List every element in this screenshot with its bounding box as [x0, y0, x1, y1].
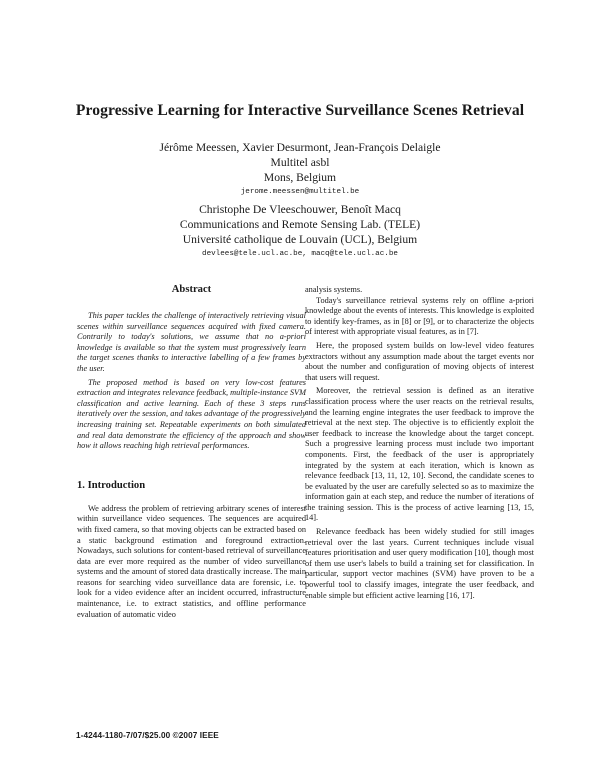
paper-title: Progressive Learning for Interactive Surveillance Scenes Retrieval — [75, 102, 525, 119]
abstract-paragraph: The proposed method is based on very low-cost features extraction and integrates relevance feedback, multiple-instance SVM classification and active learning. Each of these 3 steps runs iteratively over the session, and takes advantage of the progressively increasing training set. Repeatable experiments on both simulated and real data demonstrate the efficiency of the approach and show how it allows reaching high retrieval performances. — [77, 377, 306, 451]
author-univ-2: Université catholique de Louvain (UCL), Belgium — [182, 233, 418, 247]
author-block-2 — [0, 202, 600, 261]
copyright-footer: 1-4244-1180-7/07/$25.00 ©2007 IEEE — [76, 731, 219, 740]
left-column — [77, 284, 306, 620]
author-names-2: Christophe De Vleeschouwer, Benoît Macq — [199, 203, 401, 216]
abstract-paragraph: This paper tackles the challenge of interactively retrieving visual scenes within surveillance sequences acquired with fixed camera. Contrarily to today's solutions, we assume that no a-priori knowledge is available so that the system must progressively learn the target scenes thanks to interactive labelling of a few frames by the user. — [77, 311, 306, 373]
section-heading-introduction: 1. Introduction — [77, 479, 146, 491]
body-paragraph: Relevance feedback has been widely studied for still images retrieval over the last years. Current techniques include visual features prioritisation and user query modification [10], though most of them use user's labels to build a training set for classification. In particular, support vector machines (SVM) have proven to be a powerful tool to classify images, integrate the user feedback, and enable simple but efficient active learning [16, 17]. — [305, 527, 534, 600]
author-block-1 — [0, 140, 600, 199]
abstract-heading: Abstract — [171, 284, 212, 295]
author-email-1: jerome.meessen@multitel.be — [240, 187, 360, 196]
intro-paragraph: We address the problem of retrieving arbitrary scenes of interest within surveillance video sequences. The sequences are acquired with fixed camera, so that moving objects can be extracted based on a static background estimation and foreground extraction. Nowadays, such solutions for content-based retrieval of surveillance data are ever more required as the number of video surveillance systems and the amount of stored data drastically increase. The main reasons for searching video surveillance data are forensic, i.e. to look for a video evidence after an incident occurred, infrastructure maintenance, i.e. to extract statistics, and offline performance evaluation of automatic video — [77, 503, 306, 619]
author-email-2: devlees@tele.ucl.ac.be, macq@tele.ucl.ac.be — [202, 249, 398, 258]
author-org-1: Multitel asbl — [270, 156, 330, 170]
body-paragraph: Today's surveillance retrieval systems rely on offline a-priori knowledge about the events of interests. This knowledge is exploited to identify key-frames, as in [8] or [9], or to characterize the objects of interest with appropriate visual features, as in [7]. — [305, 295, 534, 337]
author-names-1: Jérôme Meessen, Xavier Desurmont, Jean-François Delaigle — [159, 141, 441, 154]
body-paragraph: analysis systems. — [305, 285, 363, 294]
right-column — [305, 285, 534, 601]
body-paragraph: Moreover, the retrieval session is defined as an iterative classification process where the user reacts on the retrieval results, and the learning engine integrates the user feedback to improve the retrieval at the next step. The objective is to efficiently exploit the user feedback to increase the knowledge about the target concept. Such a progressive learning process must include two important components. First, the feedback of the user is appropriately integrated by the system at each iteration, which is known as relevance feedback [13, 11, 12, 10]. Second, the candidate scenes to be evaluated by the user are carefully selected so as to maximize the information gain at each step, and reduce the number of iterations of the training session. This is the process of active learning [13, 15, 14]. — [305, 386, 534, 523]
author-lab-2: Communications and Remote Sensing Lab. (TELE) — [179, 218, 421, 232]
author-city-1: Mons, Belgium — [263, 171, 337, 185]
body-paragraph: Here, the proposed system builds on low-level video features extractors without any assumption made about the target events nor about the number and configuration of moving objects of interest that users will request. — [305, 340, 534, 382]
abstract-body — [77, 311, 306, 452]
